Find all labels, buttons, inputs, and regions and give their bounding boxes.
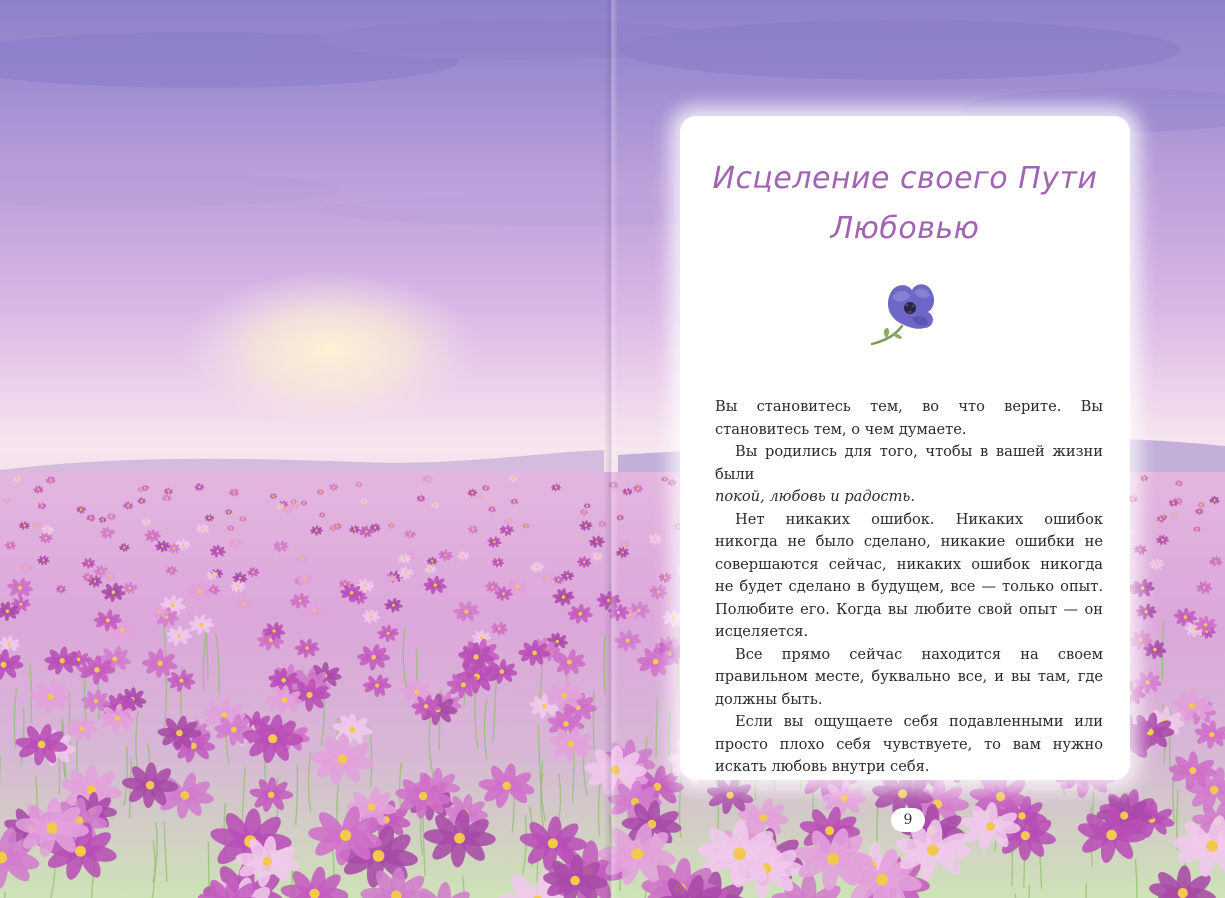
paragraph-3: Нет никаких ошибок. Никаких ошибок никогда не было сделано, никакие ошибки не совершаются сейчас, никаких ошибок никогда не будет сделано в будущем, все — только опыт. Полюбите его. Когда вы любите свой опыт — он исцеляется. xyxy=(715,510,1103,640)
body-text xyxy=(715,396,1103,779)
paragraph-2-italic: покой, любовь и радость. xyxy=(715,488,915,505)
chapter-title-line-2: Любовью xyxy=(830,211,980,246)
text-card xyxy=(680,116,1130,780)
paragraph-4: Все прямо сейчас находится на своем правильном месте, буквально все, и вы там, где должны быть. xyxy=(715,645,1103,708)
anemone-flower-icon xyxy=(862,268,948,358)
paragraph-2: Вы родились для того, чтобы в вашей жизни были xyxy=(715,443,1103,483)
chapter-title-line-1: Исцеление своего Пути xyxy=(712,161,1098,196)
page-number: 9 xyxy=(891,808,925,832)
paragraph-5: Если вы ощущаете себя подавленными или просто плохо себя чувствуете, то вам нужно искать любовь внутри себя. xyxy=(715,713,1103,775)
chapter-title xyxy=(680,154,1130,254)
paragraph-1: Вы становитесь тем, во что верите. Вы становитесь тем, о чем думаете. xyxy=(715,398,1103,438)
